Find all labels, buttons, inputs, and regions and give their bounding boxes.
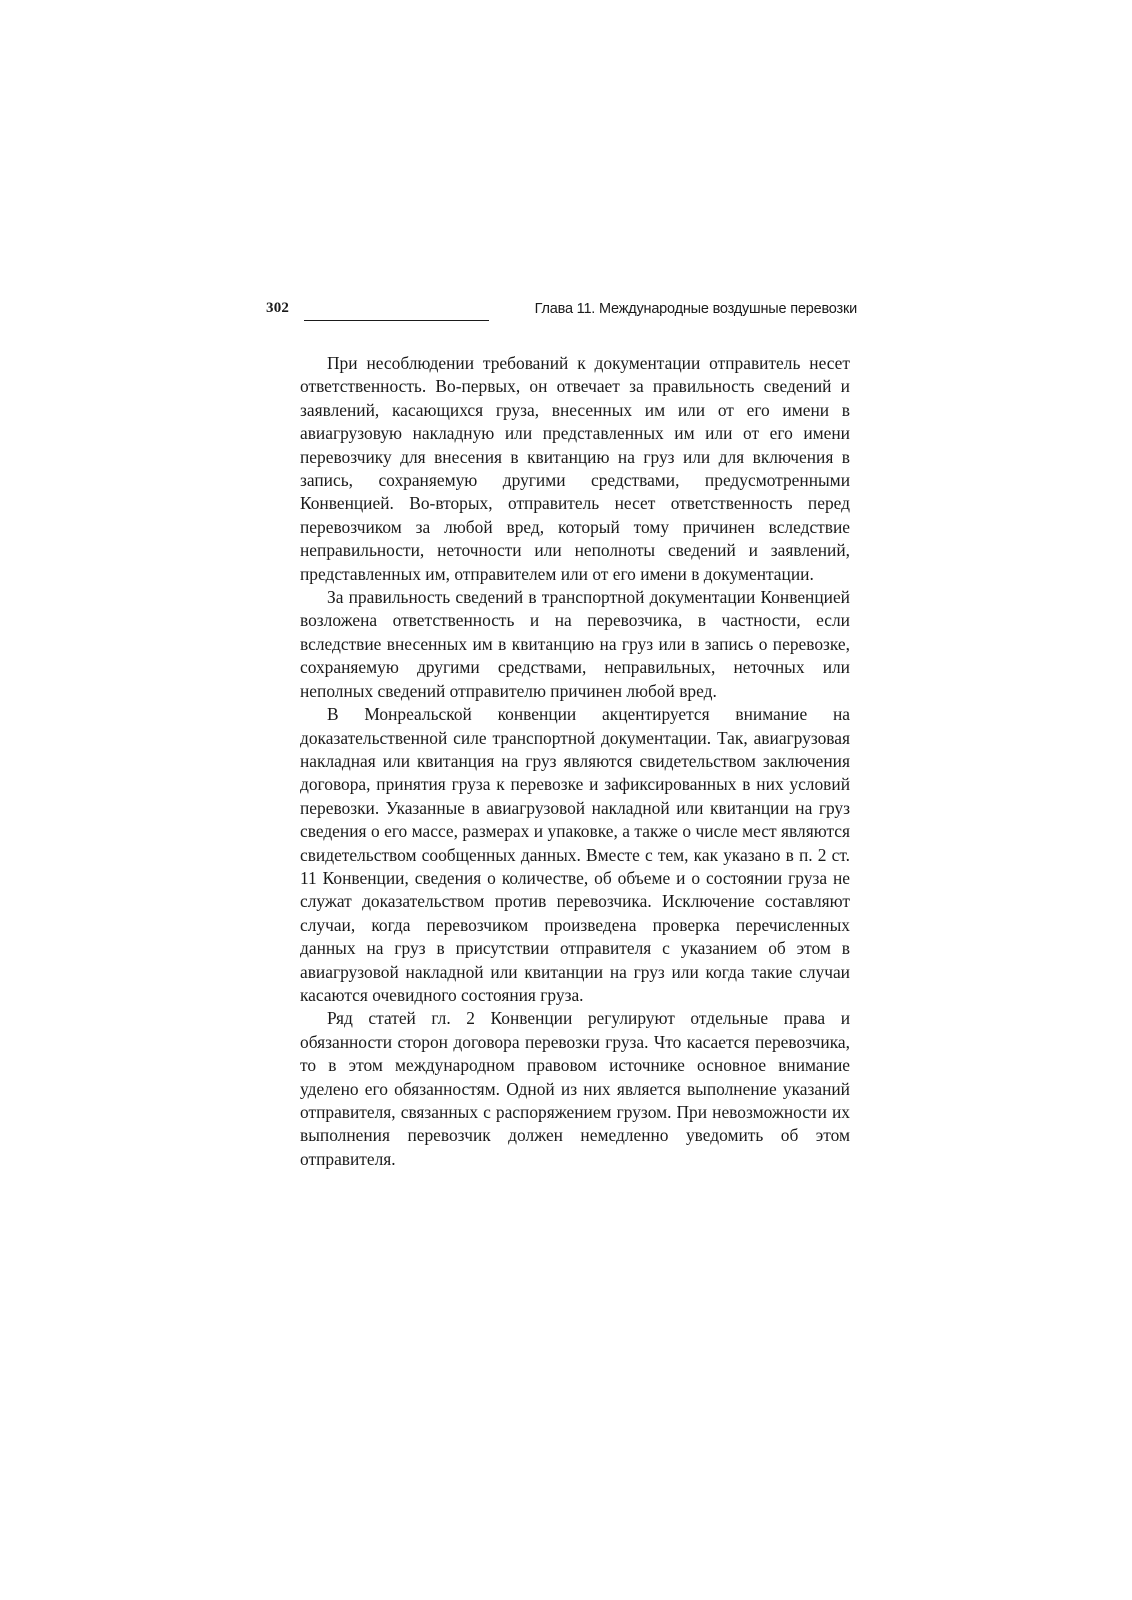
paragraph: Ряд статей гл. 2 Конвенции регулируют отдельные права и обязанности сторон договора перевозки груза. Что касается перевозчика, то в этом международном правовом источнике основное внимание уделено его обязанностям. Одной из них является выполнение указаний отправителя, связанных с распоряжением грузом. При невозможности их выполнения перевозчик должен немедленно уведомить об этом отправителя. bbox=[300, 1008, 850, 1169]
body-text bbox=[300, 352, 850, 1171]
chapter-title: Глава 11. Международные воздушные перевозки bbox=[534, 301, 857, 317]
paragraph: При несоблюдении требований к документации отправитель несет ответственность. Во-первых, он отвечает за правильность сведений и заявлений, касающихся груза, внесенных им или от его имени в авиагрузовую накладную или представленных им или от его имени перевозчику для внесения в квитанцию на груз или для включения в запись, сохраняемую другими средствами, предусмотренными Конвенцией. Во-вторых, отправитель несет ответственность перед перевозчиком за любой вред, который тому причинен вследствие неправильности, неточности или неполноты сведений и заявлений, представленных им, отправителем или от его имени в документации. bbox=[300, 353, 850, 584]
running-head bbox=[266, 300, 857, 330]
book-page bbox=[266, 300, 857, 1171]
page-number: 302 bbox=[266, 300, 290, 316]
paragraph: За правильность сведений в транспортной документации Конвенцией возложена ответственность и на перевозчика, в частности, если вследствие внесенных им в квитанцию на груз или в запись о перевозке, сохраняемую другими средствами, неправильных, неточных или неполных сведений отправителю причинен любой вред. bbox=[300, 587, 850, 701]
paragraph: В Монреальской конвенции акцентируется внимание на доказательственной силе транспортной документации. Так, авиагрузовая накладная или квитанция на груз являются свидетельством заключения договора, принятия груза к перевозке и зафиксированных в них условий перевозки. Указанные в авиагрузовой накладной или квитанции на груз сведения о его массе, размерах и упаковке, а также о числе мест являются свидетельством сообщенных данных. Вместе с тем, как указано в п. 2 ст. 11 Конвенции, сведения о количестве, об объеме и о состоянии груза не служат доказательством против перевозчика. Исключение составляют случаи, когда перевозчиком произведена проверка перечисленных данных на груз в присутствии отправителя с указанием об этом в авиагрузовой накладной или квитанции на груз или когда такие случаи касаются очевидного состояния груза. bbox=[300, 704, 850, 1005]
header-rule bbox=[304, 320, 489, 321]
